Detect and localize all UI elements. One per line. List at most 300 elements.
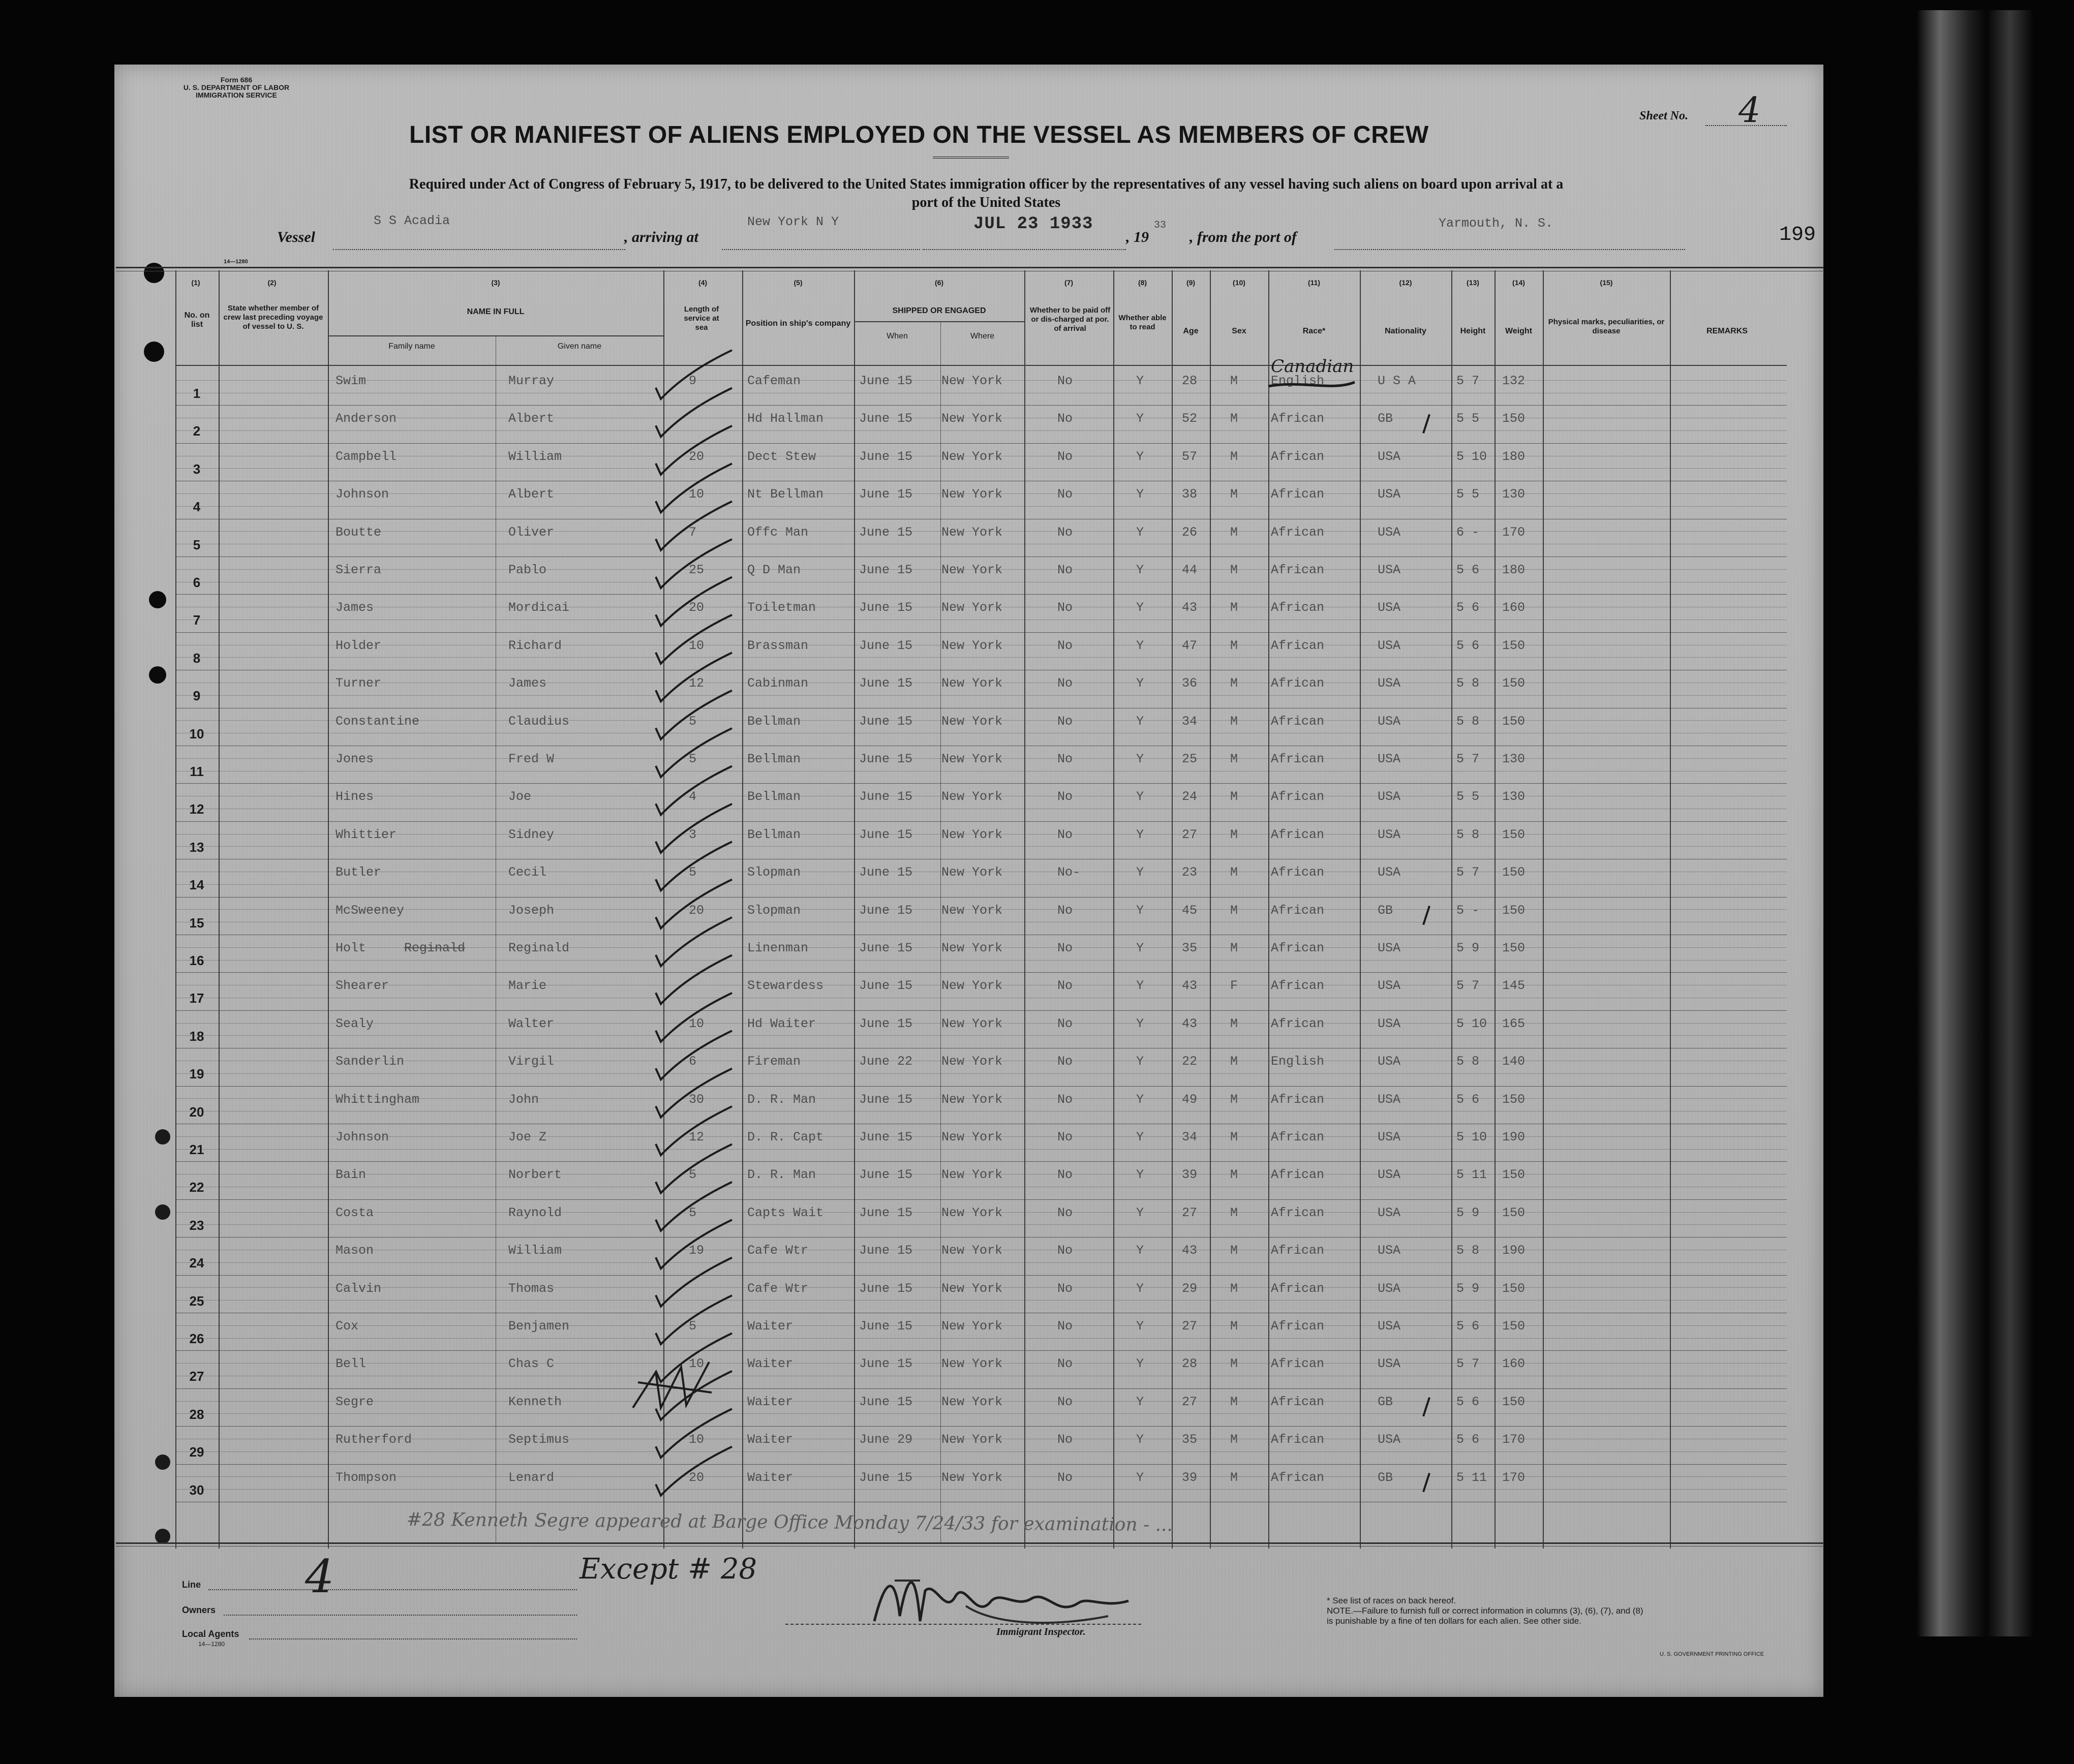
cell-family: Sanderlin	[336, 1054, 405, 1069]
cell-read: Y	[1136, 600, 1144, 615]
col8-number: (8)	[1138, 278, 1147, 287]
cell-when: June 15	[859, 1356, 913, 1372]
cell-read: Y	[1136, 1130, 1144, 1144]
check-mark	[656, 728, 732, 777]
col7-number: (7)	[1064, 278, 1074, 287]
row-number: 21	[189, 1142, 204, 1157]
arriving-label: , arriving at	[624, 229, 698, 245]
cell-age: 52	[1182, 411, 1198, 426]
cell-where: New York	[941, 1432, 1003, 1447]
cell-family: Boutte	[336, 524, 382, 540]
cell-read: Y	[1136, 563, 1144, 577]
check-mark	[656, 502, 732, 550]
cell-where: New York	[941, 1092, 1003, 1107]
cell-age: 28	[1182, 1356, 1198, 1372]
cell-paid: No	[1057, 978, 1073, 994]
row-number: 1	[193, 386, 201, 401]
cell-given: Raynold	[508, 1205, 562, 1220]
cell-paid: No	[1057, 941, 1073, 955]
cell-when: June 22	[859, 1054, 913, 1069]
inspector-signature	[864, 1560, 1149, 1636]
cell-read: Y	[1136, 1281, 1144, 1296]
cell-nat: USA	[1378, 1281, 1401, 1296]
row-number: 4	[193, 499, 201, 515]
cell-read: Y	[1136, 789, 1144, 804]
cell-given: Benjamen	[508, 1319, 570, 1334]
cell-service: 5	[689, 1319, 697, 1334]
cell-service: 20	[689, 1470, 705, 1485]
race-correction: Canadian	[1271, 356, 1354, 377]
cell-family: Whittier	[336, 827, 397, 842]
cell-height: 5 9	[1456, 941, 1480, 955]
cell-age: 27	[1182, 1394, 1198, 1409]
cell-when: June 29	[859, 1432, 913, 1447]
cell-nat: USA	[1378, 1205, 1401, 1220]
cell-where: New York	[941, 1167, 1003, 1183]
cell-height: 5 7	[1456, 978, 1480, 994]
cell-where: New York	[941, 1130, 1003, 1144]
cell-read: Y	[1136, 1394, 1144, 1409]
cell-sex: M	[1230, 827, 1238, 842]
cell-position: Linenman	[747, 941, 809, 955]
row-number: 7	[193, 612, 201, 628]
check-mark	[656, 388, 732, 437]
footnote-text: NOTE.—Failure to furnish full or correct information in columns (3), (6), (7), and (8) is punishable by a fine of ten dollars for each alien. See other side.	[1327, 1606, 1643, 1626]
cell-position: Q D Man	[747, 563, 801, 577]
cell-height: 5 8	[1456, 1243, 1480, 1258]
cell-race: African	[1271, 714, 1325, 729]
cell-paid: No	[1057, 752, 1073, 766]
cell-age: 27	[1182, 827, 1198, 842]
cell-given: Thomas	[508, 1281, 555, 1296]
row-number: 24	[189, 1255, 204, 1271]
col8-header: Whether able to read	[1118, 314, 1167, 331]
cell-race: African	[1271, 563, 1325, 577]
cell-sex: M	[1230, 524, 1238, 540]
cell-read: Y	[1136, 714, 1144, 729]
cell-nat: GB	[1378, 903, 1393, 918]
cell-race: African	[1271, 1130, 1325, 1144]
cell-paid: No	[1057, 903, 1073, 918]
cell-paid: No	[1057, 1394, 1073, 1409]
cell-sex: M	[1230, 1205, 1238, 1220]
cell-age: 49	[1182, 1092, 1198, 1107]
cell-given: Septimus	[508, 1432, 570, 1447]
cell-age: 26	[1182, 524, 1198, 540]
cell-race: African	[1271, 1356, 1325, 1372]
cell-service: 10	[689, 638, 705, 653]
row-number: 2	[193, 423, 201, 439]
cell-weight: 130	[1502, 789, 1526, 804]
cell-race: African	[1271, 1281, 1325, 1296]
cell-family: McSweeney	[336, 903, 405, 918]
cell-service: 5	[689, 714, 697, 729]
col10-number: (10)	[1233, 278, 1245, 287]
cell-family: Johnson	[336, 487, 389, 502]
row-number: 29	[189, 1444, 204, 1460]
cell-sex: M	[1230, 1167, 1238, 1183]
col3-given-header: Given name	[557, 342, 602, 351]
cell-weight: 150	[1502, 411, 1526, 426]
cell-weight: 140	[1502, 1054, 1526, 1069]
cell-height: 5 6	[1456, 1432, 1480, 1447]
cell-nat: USA	[1378, 827, 1401, 842]
cell-service: 20	[689, 600, 705, 615]
cell-paid: No	[1057, 1470, 1073, 1485]
cell-paid: No	[1057, 1432, 1073, 1447]
cell-where: New York	[941, 1016, 1003, 1031]
cell-age: 39	[1182, 1470, 1198, 1485]
cell-weight: 150	[1502, 865, 1526, 880]
cell-sex: M	[1230, 714, 1238, 729]
cell-position: Cafe Wtr	[747, 1281, 809, 1296]
cell-position: D. R. Man	[747, 1167, 816, 1183]
cell-where: New York	[941, 600, 1003, 615]
cell-weight: 150	[1502, 1281, 1526, 1296]
cell-weight: 190	[1502, 1130, 1526, 1144]
footnote-star: * See list of races on back hereof.	[1327, 1596, 1456, 1605]
row-number: 6	[193, 575, 201, 590]
cell-height: 5 8	[1456, 827, 1480, 842]
cell-age: 38	[1182, 487, 1198, 502]
cell-read: Y	[1136, 903, 1144, 918]
cell-height: 5 7	[1456, 1356, 1480, 1372]
remarks-header: REMARKS	[1706, 327, 1748, 335]
cell-nat: USA	[1378, 563, 1401, 577]
cell-sex: M	[1230, 449, 1238, 464]
cell-where: New York	[941, 827, 1003, 842]
cell-weight: 150	[1502, 638, 1526, 653]
cell-service: 19	[689, 1243, 705, 1258]
check-mark	[656, 842, 732, 890]
cell-nat: USA	[1378, 449, 1401, 464]
cell-weight: 170	[1502, 1432, 1526, 1447]
cell-paid: No	[1057, 1167, 1073, 1183]
cell-race: African	[1271, 487, 1325, 502]
row-number: 17	[189, 991, 204, 1006]
cell-family: Cox	[336, 1319, 359, 1334]
cell-service: 20	[689, 449, 705, 464]
cell-family: Thompson	[336, 1470, 397, 1485]
cell-nat: USA	[1378, 600, 1401, 615]
service-name: IMMIGRATION SERVICE	[196, 91, 277, 99]
col6-number: (6)	[934, 278, 944, 287]
cell-where: New York	[941, 941, 1003, 955]
cell-sex: M	[1230, 789, 1238, 804]
check-mark	[656, 1106, 732, 1155]
check-mark	[656, 1409, 732, 1458]
cell-read: Y	[1136, 1205, 1144, 1220]
cell-sex: F	[1230, 978, 1238, 994]
row-number: 19	[189, 1066, 204, 1082]
cell-position: Slopman	[747, 903, 801, 918]
cell-height: 5 11	[1456, 1167, 1487, 1183]
cell-when: June 15	[859, 752, 913, 766]
cell-weight: 190	[1502, 1243, 1526, 1258]
cell-when: June 15	[859, 1319, 913, 1334]
row-number: 26	[189, 1331, 204, 1346]
cell-weight: 170	[1502, 524, 1526, 540]
cell-sex: M	[1230, 411, 1238, 426]
cell-weight: 132	[1502, 374, 1526, 388]
cell-given: Oliver	[508, 524, 555, 540]
cell-given: Cecil	[508, 865, 547, 880]
cell-paid: No	[1057, 714, 1073, 729]
cell-read: Y	[1136, 978, 1144, 994]
inspector-label: Immigrant Inspector.	[996, 1626, 1086, 1637]
cell-paid: No	[1057, 374, 1073, 388]
cell-when: June 15	[859, 1205, 913, 1220]
cell-nat: USA	[1378, 1130, 1401, 1144]
cell-family: Whittingham	[336, 1092, 420, 1107]
cell-nat: USA	[1378, 524, 1401, 540]
cell-read: Y	[1136, 487, 1144, 502]
cell-read: Y	[1136, 941, 1144, 955]
cell-paid: No-	[1057, 865, 1081, 880]
row-number: 10	[189, 726, 204, 741]
cell-read: Y	[1136, 1356, 1144, 1372]
cell-position: Bellman	[747, 827, 801, 842]
cell-when: June 15	[859, 1470, 913, 1485]
cell-race: African	[1271, 789, 1325, 804]
subtitle-line-1: Required under Act of Congress of February 5, 1917, to be delivered to the United States immigration officer by the representatives of any vessel having such aliens on board upon arrival at a	[409, 176, 1564, 192]
cell-race: African	[1271, 449, 1325, 464]
cell-sex: M	[1230, 676, 1238, 691]
check-mark	[656, 615, 732, 664]
cell-read: Y	[1136, 449, 1144, 464]
cell-age: 29	[1182, 1281, 1198, 1296]
cell-read: Y	[1136, 1092, 1144, 1107]
row-number: 5	[193, 537, 201, 552]
cell-where: New York	[941, 487, 1003, 502]
cell-paid: No	[1057, 638, 1073, 653]
cell-race: African	[1271, 865, 1325, 880]
cell-nat: USA	[1378, 1356, 1401, 1372]
cell-when: June 15	[859, 714, 913, 729]
cell-position: Waiter	[747, 1319, 794, 1334]
cell-service: 6	[689, 1054, 697, 1069]
check-mark	[656, 577, 732, 626]
check-mark	[656, 955, 732, 1004]
cell-paid: No	[1057, 563, 1073, 577]
cell-nat: USA	[1378, 1054, 1401, 1069]
cell-family: Sierra	[336, 563, 382, 577]
cell-race: African	[1271, 1016, 1325, 1031]
cell-when: June 15	[859, 1394, 913, 1409]
cell-family: Holder	[336, 638, 382, 653]
cell-family: James	[336, 600, 374, 615]
cell-height: 5 6	[1456, 1394, 1480, 1409]
cell-paid: No	[1057, 449, 1073, 464]
cell-race: African	[1271, 1319, 1325, 1334]
cell-paid: No	[1057, 1281, 1073, 1296]
cell-when: June 15	[859, 1092, 913, 1107]
cell-service: 12	[689, 1130, 705, 1144]
cell-sex: M	[1230, 1319, 1238, 1334]
cell-where: New York	[941, 524, 1003, 540]
cell-given: Walter	[508, 1016, 555, 1031]
check-mark	[656, 426, 732, 475]
check-mark	[656, 1144, 732, 1193]
cell-height: 5 5	[1456, 487, 1480, 502]
struck-given-in-family: Reginald	[404, 941, 466, 955]
cell-where: New York	[941, 411, 1003, 426]
cell-when: June 15	[859, 1130, 913, 1144]
cell-where: New York	[941, 374, 1003, 388]
cell-age: 35	[1182, 1432, 1198, 1447]
col14-number: (14)	[1512, 278, 1525, 287]
cell-sex: M	[1230, 1394, 1238, 1409]
cell-position: Bellman	[747, 752, 801, 766]
cell-weight: 150	[1502, 1092, 1526, 1107]
cell-position: Waiter	[747, 1356, 794, 1372]
cell-paid: No	[1057, 827, 1073, 842]
cell-read: Y	[1136, 1054, 1144, 1069]
row-number: 25	[189, 1293, 204, 1309]
cell-given: Richard	[508, 638, 562, 653]
cell-read: Y	[1136, 524, 1144, 540]
from-port-value: Yarmouth, N. S.	[1439, 216, 1553, 231]
cell-family: Jones	[336, 752, 374, 766]
cell-weight: 180	[1502, 449, 1526, 464]
cell-age: 39	[1182, 1167, 1198, 1183]
cell-service: 5	[689, 752, 697, 766]
cell-sex: M	[1230, 1470, 1238, 1485]
cell-family: Costa	[336, 1205, 374, 1220]
cell-position: Nt Bellman	[747, 487, 824, 502]
row-number: 22	[189, 1180, 204, 1195]
cell-race: African	[1271, 903, 1325, 918]
cell-when: June 15	[859, 827, 913, 842]
cell-height: 5 10	[1456, 449, 1487, 464]
cell-service: 7	[689, 524, 697, 540]
cell-position: D. R. Capt	[747, 1130, 824, 1144]
cell-weight: 165	[1502, 1016, 1526, 1031]
cell-race: African	[1271, 600, 1325, 615]
cell-height: 5 6	[1456, 600, 1480, 615]
year-suffix: 33	[1154, 220, 1167, 231]
cell-height: 5 6	[1456, 1319, 1480, 1334]
cell-given: Sidney	[508, 827, 555, 842]
cell-age: 47	[1182, 638, 1198, 653]
row-number: 12	[189, 801, 204, 817]
check-mark	[656, 350, 732, 399]
row-number: 9	[193, 688, 201, 704]
cell-family: Anderson	[336, 411, 397, 426]
cell-where: New York	[941, 638, 1003, 653]
cell-given: Fred W	[508, 752, 555, 766]
cell-race: African	[1271, 1092, 1325, 1107]
cell-where: New York	[941, 449, 1003, 464]
cell-age: 43	[1182, 600, 1198, 615]
cell-sex: M	[1230, 903, 1238, 918]
local-agents-field	[249, 1638, 577, 1639]
cell-when: June 15	[859, 865, 913, 880]
row-number: 11	[190, 764, 204, 779]
cell-height: 5 7	[1456, 374, 1480, 388]
cell-weight: 170	[1502, 1470, 1526, 1485]
col15-header: Physical marks, peculiarities, or disease	[1548, 318, 1665, 335]
owners-label: Owners	[182, 1605, 216, 1615]
cell-weight: 145	[1502, 978, 1526, 994]
cell-service: 30	[689, 1092, 705, 1107]
row-number: 23	[189, 1217, 204, 1233]
cell-given: John	[508, 1092, 539, 1107]
cell-given: William	[508, 1243, 562, 1258]
cell-race: African	[1271, 827, 1325, 842]
cell-race: African	[1271, 1432, 1325, 1447]
col7-header: Whether to be paid off or dis-charged at por. of arrival	[1029, 306, 1111, 333]
cell-nat: USA	[1378, 1016, 1401, 1031]
cell-nat: GB	[1378, 1470, 1393, 1485]
footnote	[1327, 1596, 1647, 1626]
cell-when: June 15	[859, 487, 913, 502]
cell-sex: M	[1230, 1092, 1238, 1107]
cell-where: New York	[941, 1054, 1003, 1069]
cell-where: New York	[941, 563, 1003, 577]
cell-given: Kenneth	[508, 1394, 562, 1409]
col3-number: (3)	[491, 278, 500, 287]
check-mark	[656, 1031, 732, 1079]
check-mark	[656, 691, 732, 739]
cell-when: June 15	[859, 600, 913, 615]
cell-height: 5 7	[1456, 865, 1480, 880]
cell-given: William	[508, 449, 562, 464]
cell-given: Mordicai	[508, 600, 570, 615]
cell-paid: No	[1057, 676, 1073, 691]
cell-family: Bain	[336, 1167, 367, 1183]
cell-height: 5 -	[1456, 903, 1480, 918]
cell-weight: 180	[1502, 563, 1526, 577]
cell-given: Virgil	[508, 1054, 555, 1069]
tick-mark	[1423, 1398, 1429, 1416]
cell-service: 5	[689, 865, 697, 880]
cell-position: Slopman	[747, 865, 801, 880]
cell-weight: 150	[1502, 676, 1526, 691]
cell-nat: USA	[1378, 1092, 1401, 1107]
cell-age: 24	[1182, 789, 1198, 804]
cell-weight: 150	[1502, 1394, 1526, 1409]
col6-where-header: Where	[970, 332, 995, 341]
cell-weight: 130	[1502, 487, 1526, 502]
cell-position: Toiletman	[747, 600, 816, 615]
cell-nat: USA	[1378, 676, 1401, 691]
cell-where: New York	[941, 1319, 1003, 1334]
except-note: Except # 28	[580, 1553, 757, 1586]
cell-paid: No	[1057, 1243, 1073, 1258]
cell-race: African	[1271, 638, 1325, 653]
cell-nat: USA	[1378, 487, 1401, 502]
cell-age: 35	[1182, 941, 1198, 955]
col4-header: Length of service at sea	[684, 305, 719, 332]
cell-paid: No	[1057, 487, 1073, 502]
cell-paid: No	[1057, 1016, 1073, 1031]
cell-nat: USA	[1378, 1432, 1401, 1447]
row-number: 30	[189, 1482, 204, 1498]
cell-age: 25	[1182, 752, 1198, 766]
col12-number: (12)	[1399, 278, 1412, 287]
cell-given: Joseph	[508, 903, 555, 918]
cell-service: 4	[689, 789, 697, 804]
cell-read: Y	[1136, 752, 1144, 766]
cell-nat: USA	[1378, 978, 1401, 994]
subtitle-line-2: port of the United States	[911, 195, 1061, 210]
vessel-label: Vessel	[277, 229, 315, 245]
check-mark	[656, 1258, 732, 1307]
line-label: Line	[182, 1580, 201, 1590]
check-mark	[656, 993, 732, 1042]
cell-where: New York	[941, 1205, 1003, 1220]
